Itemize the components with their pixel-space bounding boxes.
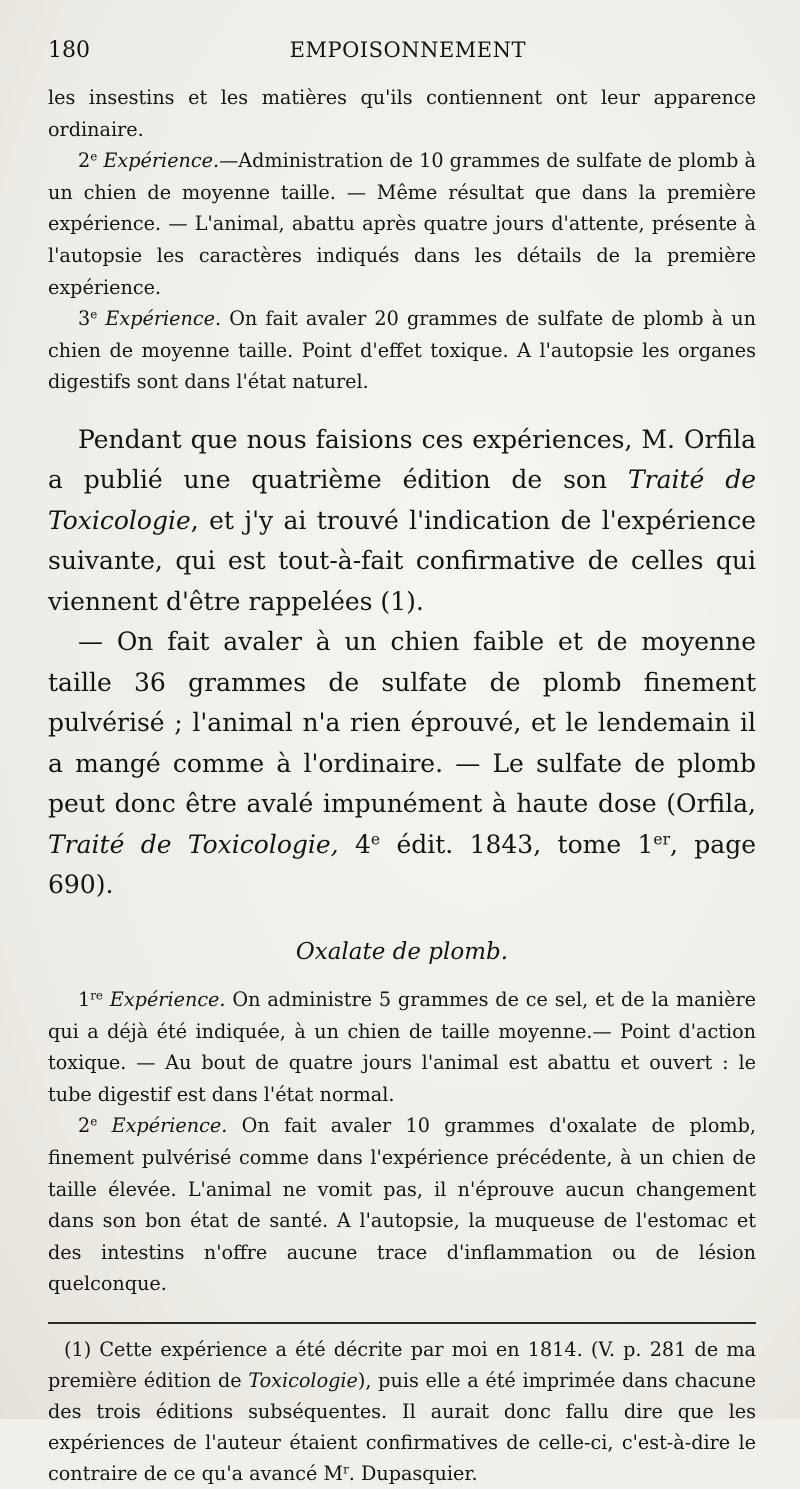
book-title: Traité de Toxicologie, xyxy=(48,829,339,859)
experiment-text: —Administration de 10 grammes de sulfate de plomb à un chien de moyenne taille. — Même résultat que dans la première expérience. — L'animal, abattu après quatre jours d'attente, présente à l'autopsie les caractères indiqués dans les détails de la première expérience. xyxy=(48,149,756,299)
experiment-text: On administre 5 grammes de ce sel, et de la manière qui a déjà été indiquée, à un chien de taille moyenne.— Point d'action toxique. — Au bout de quatre jours l'animal est abattu et ouvert : le tube digestif est dans l'état normal. xyxy=(48,987,756,1106)
sulfate-experiments xyxy=(48,82,756,398)
experiment-label: Expérience. xyxy=(103,149,220,173)
oxalate-experiment-1 xyxy=(48,984,756,1110)
experiment-label: Expérience. xyxy=(109,987,226,1011)
experiment-2-paragraph xyxy=(48,145,756,303)
experiment-number: 2 xyxy=(78,1114,91,1138)
page-number: 180 xyxy=(48,38,90,63)
experiment-label: Expérience. xyxy=(105,307,222,331)
ordinal-suffix: e xyxy=(90,307,98,322)
continued-paragraph: les insestins et les matières qu'ils contiennent ont leur apparence ordinaire. xyxy=(48,86,756,141)
experiment-number: 2 xyxy=(78,149,91,173)
book-title: Toxicologie xyxy=(248,1368,358,1392)
page-header xyxy=(48,38,756,74)
ordinal-suffix: e xyxy=(90,149,98,164)
ordinal-suffix: e xyxy=(90,1114,98,1129)
experiment-number: 3 xyxy=(78,307,91,331)
experiment-text: On fait avaler 20 grammes de sulfate de plomb à un chien de moyenne taille. Point d'effet toxique. A l'autopsie les organes digestifs sont dans l'état naturel. xyxy=(48,307,756,394)
orfila-experiment-paragraph: — On fait avaler à un chien faible et de moyenne taille 36 grammes de sulfate de plomb finement pulvérisé ; l'animal n'a rien éprouvé, et le lendemain il a mangé comme à l'ordinaire. — Le sulfate de plomb peut donc être avalé impunément à haute dose (Orfila, Traité de Toxicologie, 4e édit. 1843, tome 1er, page 690). xyxy=(48,627,756,900)
running-title: EMPOISONNEMENT xyxy=(289,38,526,62)
ordinal-suffix: re xyxy=(90,988,103,1003)
orfila-paragraph: Pendant que nous faisions ces expériences, M. Orfila a publié une quatrième édition de son Traité de Toxicologie, et j'y ai trouvé l'indication de l'expérience suivante, qui est tout-à-fait confirmative de celles qui viennent d'être rappelées (1). xyxy=(48,424,756,616)
experiment-label: Expérience. xyxy=(111,1114,228,1138)
footnote-rule xyxy=(48,1322,756,1324)
book-title: Traité de Toxicologie xyxy=(48,465,756,535)
experiment-3-paragraph xyxy=(48,303,756,398)
experiment-text: On fait avaler 10 grammes d'oxalate de plomb, finement pulvérisé comme dans l'expérience précédente, à un chien de taille élevée. L'animal ne vomit pas, il n'éprouve aucun changement dans son bon état de santé. A l'autopsie, la muqueuse de l'estomac et des intestins n'offre aucune trace d'inflammation ou de lésion quelconque. xyxy=(48,1114,756,1296)
main-text xyxy=(48,420,756,906)
footnote-text: (1) Cette expérience a été décrite par moi en 1814. (V. p. 281 de ma première édition de Toxicologie), puis elle a été imprimée dans chacune des trois éditions subséquentes. Il aurait donc fallu dire que les expériences de l'auteur étaient confirmatives de celle-ci, c'est-à-dire le contraire de ce qu'a avancé $M^r$. Dupasquier. xyxy=(48,1337,756,1485)
oxalate-experiments xyxy=(48,984,756,1300)
oxalate-experiment-2 xyxy=(48,1110,756,1300)
footnote xyxy=(48,1334,756,1489)
section-title: Oxalate de plomb. xyxy=(295,938,509,965)
experiment-number: 1 xyxy=(78,987,91,1011)
